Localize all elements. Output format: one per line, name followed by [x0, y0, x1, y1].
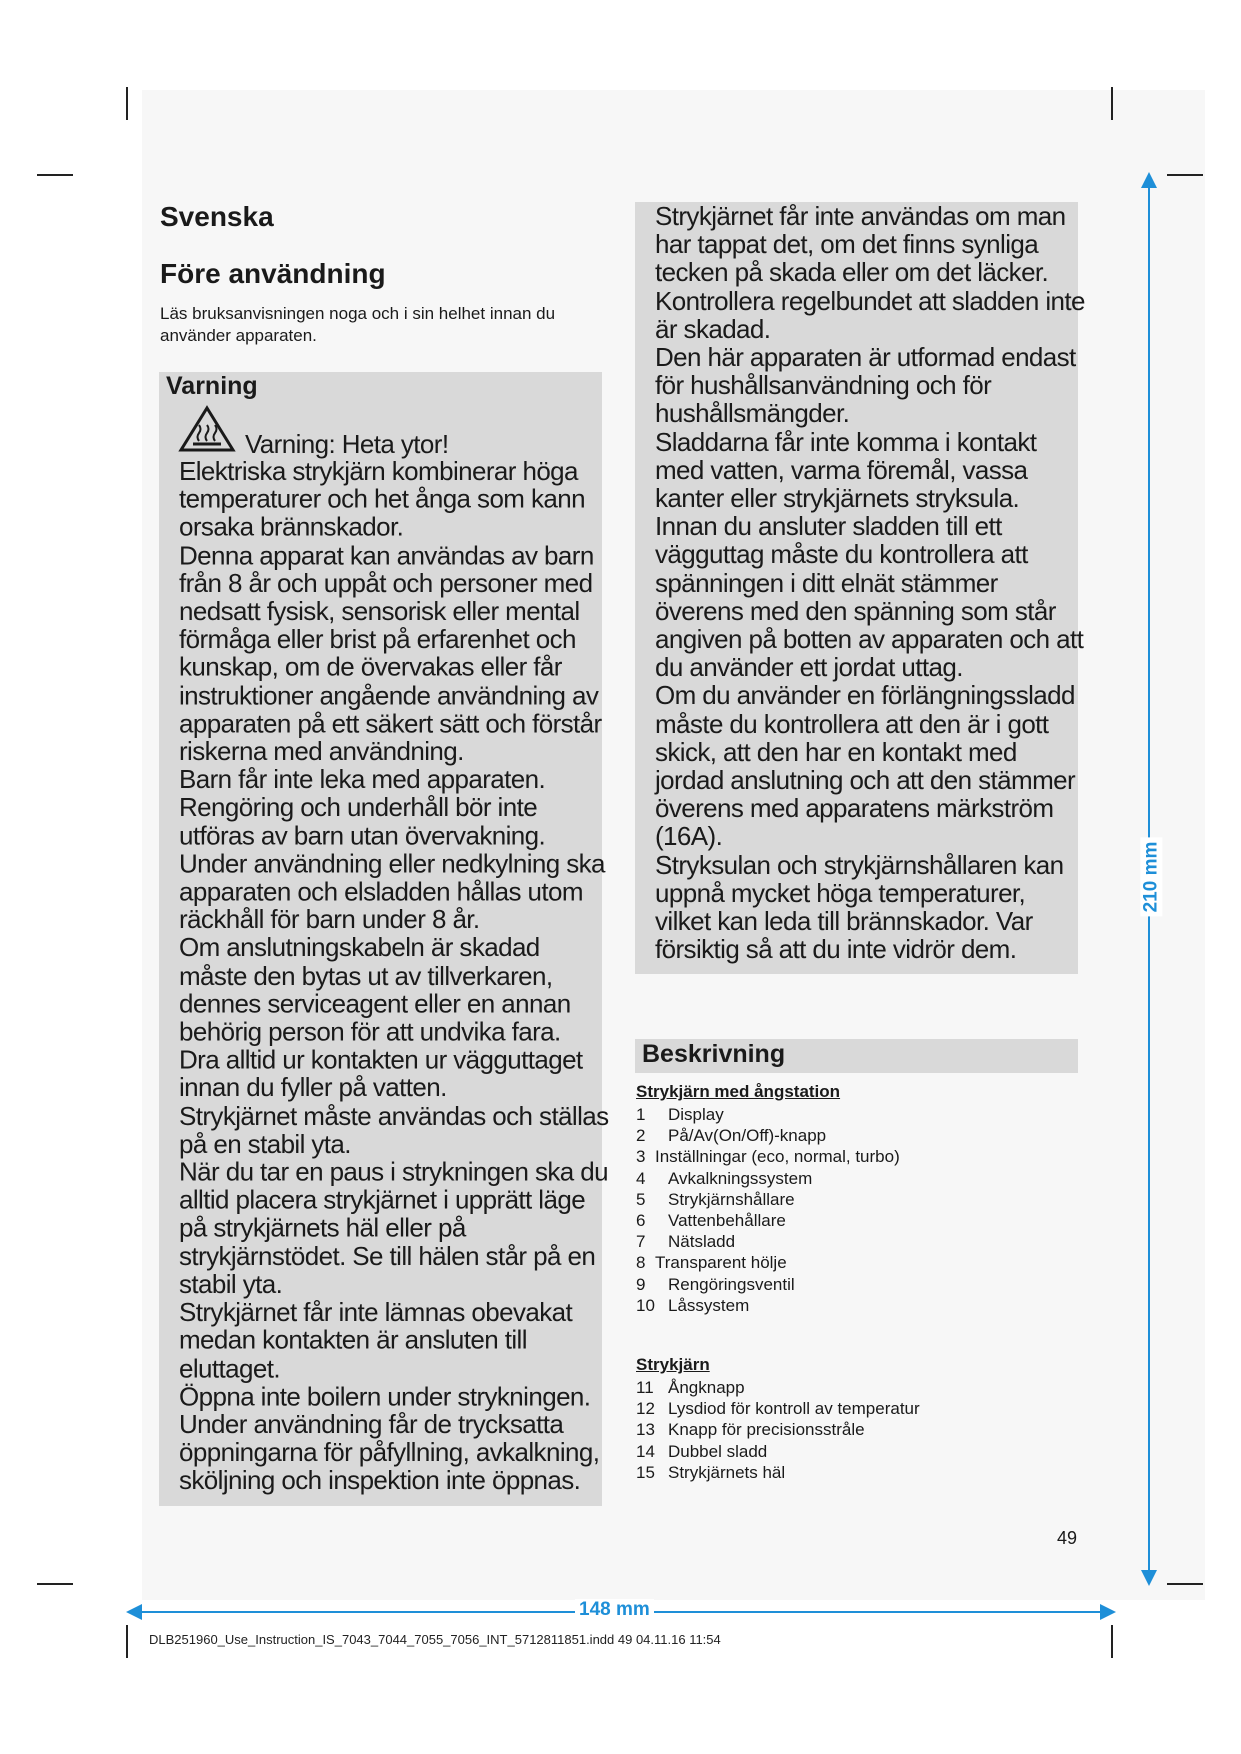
list-item: 4 Avkalkningssystem	[636, 1168, 813, 1188]
arrow-left-icon	[126, 1604, 142, 1620]
crop-mark	[1111, 1625, 1113, 1658]
list-item: Barn får inte leka med apparaten.	[179, 764, 546, 795]
list-item: Öppna inte boilern under strykningen.	[179, 1381, 591, 1411]
list-item: 12 Lysdiod för kontroll av temperatur	[636, 1399, 920, 1419]
list-item: Under användning får de trycksatta öppningarna för påfyllning, avkalkning, sköljning och inspektion inte öppnas.	[179, 1409, 600, 1496]
list-item: 15 Strykjärnets häl	[636, 1462, 786, 1482]
width-dimension-label: 148 mm	[575, 1599, 654, 1621]
description-heading: Beskrivning	[642, 1040, 786, 1068]
list-item: 9 Rengöringsventil	[636, 1274, 795, 1294]
crop-mark	[126, 87, 128, 120]
warning-heading: Varning	[166, 372, 258, 400]
height-dimension-label: 210 mm	[1140, 838, 1162, 917]
station-items	[636, 1104, 900, 1316]
crop-mark	[1111, 87, 1113, 120]
list-item: 6 Vattenbehållare	[636, 1211, 786, 1231]
crop-mark	[126, 1625, 128, 1658]
language-title: Svenska	[160, 201, 274, 232]
station-heading: Strykjärn med ångstation	[636, 1082, 841, 1101]
list-item: 10 Låssystem	[636, 1295, 750, 1315]
list-item: Om anslutningskabeln är skadad måste den bytas ut av tillverkaren, dennes serviceagent eller en annan behörig person för att undvika fara.	[179, 932, 571, 1047]
list-item: Innan du ansluter sladden till ett vägguttag måste du kontrollera att spänningen i ditt elnät stämmer överens med den spänning som står angiven på botten av apparaten och att du använder ett jordat uttag.	[655, 511, 1084, 683]
iron-heading: Strykjärn	[636, 1355, 710, 1374]
iron-items	[636, 1377, 920, 1483]
list-item: 5 Strykjärnshållare	[636, 1189, 795, 1209]
list-item: 8 Transparent hölje	[636, 1253, 787, 1273]
hot-surface-warning-icon	[178, 405, 236, 453]
list-item: Under användning eller nedkylning ska apparaten och elsladden hållas utom räckhåll för barn under 8 år.	[179, 848, 605, 935]
list-item: 14 Dubbel sladd	[636, 1441, 768, 1461]
list-item: Sladdarna får inte komma i kontakt med vatten, varma föremål, vassa kanter eller strykjärnets stryksula.	[655, 426, 1037, 514]
section-title: Före användning	[160, 258, 386, 289]
list-item: Den här apparaten är utformad endast för hushållsanvändning och för hushållsmängder.	[655, 342, 1076, 429]
crop-mark	[1167, 1583, 1203, 1585]
list-item: Strykjärnet får inte användas om man har tappat det, om det finns synliga tecken på skada eller om det läcker. Kontrollera regelbundet att sladden inte är skadad.	[655, 201, 1085, 344]
list-item: Denna apparat kan användas av barn från 8 år och uppåt och personer med nedsatt fysisk, sensorisk eller mental förmåga eller brist på erfarenhet och kunskap, om de övervakas eller får instruktioner angående användning av apparaten på ett säkert sätt och förstår riskerna med användning.	[179, 540, 602, 767]
list-item: 7 Nätsladd	[636, 1232, 736, 1252]
warning-list	[179, 457, 609, 1494]
crop-mark	[37, 174, 73, 176]
arrow-down-icon	[1141, 1570, 1157, 1586]
warning-list-continued	[655, 202, 1085, 963]
list-item: 13 Knapp för precisionsstråle	[636, 1420, 865, 1440]
arrow-right-icon	[1100, 1604, 1116, 1620]
list-item: 11 Ångknapp	[636, 1378, 745, 1397]
page-number: 49	[1057, 1528, 1078, 1548]
hot-surface-text: Elektriska strykjärn kombinerar höga temperaturer och het ånga som kann orsaka brännskador.	[179, 456, 585, 542]
arrow-up-icon	[1141, 172, 1157, 188]
list-item: 3 Inställningar (eco, normal, turbo)	[636, 1147, 900, 1167]
list-item: 2 På/Av(On/Off)-knapp	[636, 1126, 827, 1146]
intro-text: Läs bruksanvisningen noga och i sin helhet innan du använder apparaten.	[160, 304, 556, 345]
crop-mark	[37, 1583, 73, 1585]
list-item: Om du använder en förlängningssladd måste du kontrollera att den är i gott skick, att den har en kontakt med jordad anslutning och att den stämmer överens med apparatens märkström (16A).	[655, 680, 1076, 852]
list-item: Strykjärnet får inte lämnas obevakat medan kontakten är ansluten till eluttaget.	[179, 1297, 573, 1383]
list-item: Dra alltid ur kontakten ur vägguttaget innan du fyller på vatten.	[179, 1044, 583, 1103]
list-item: När du tar en paus i strykningen ska du alltid placera strykjärnet i upprätt läge på strykjärnets häl eller på strykjärnstödet. Se till hälen står på en stabil yta.	[179, 1156, 608, 1299]
list-item: 1 Display	[636, 1105, 724, 1124]
list-item: Strykjärnet måste användas och ställas på en stabil yta.	[179, 1100, 609, 1159]
crop-mark	[1167, 174, 1203, 176]
list-item: Stryksulan och strykjärnshållaren kan uppnå mycket höga temperaturer, vilket kan leda till brännskador. Var försiktig så att du inte vidrör dem.	[655, 849, 1064, 965]
print-footer: DLB251960_Use_Instruction_IS_7043_7044_7055_7056_INT_5712811851.indd 49 04.11.16 11:54	[149, 1632, 721, 1647]
list-item: Rengöring och underhåll bör inte utföras av barn utan övervakning.	[179, 792, 546, 851]
hot-surface-title: Varning: Heta ytor!	[245, 429, 449, 459]
